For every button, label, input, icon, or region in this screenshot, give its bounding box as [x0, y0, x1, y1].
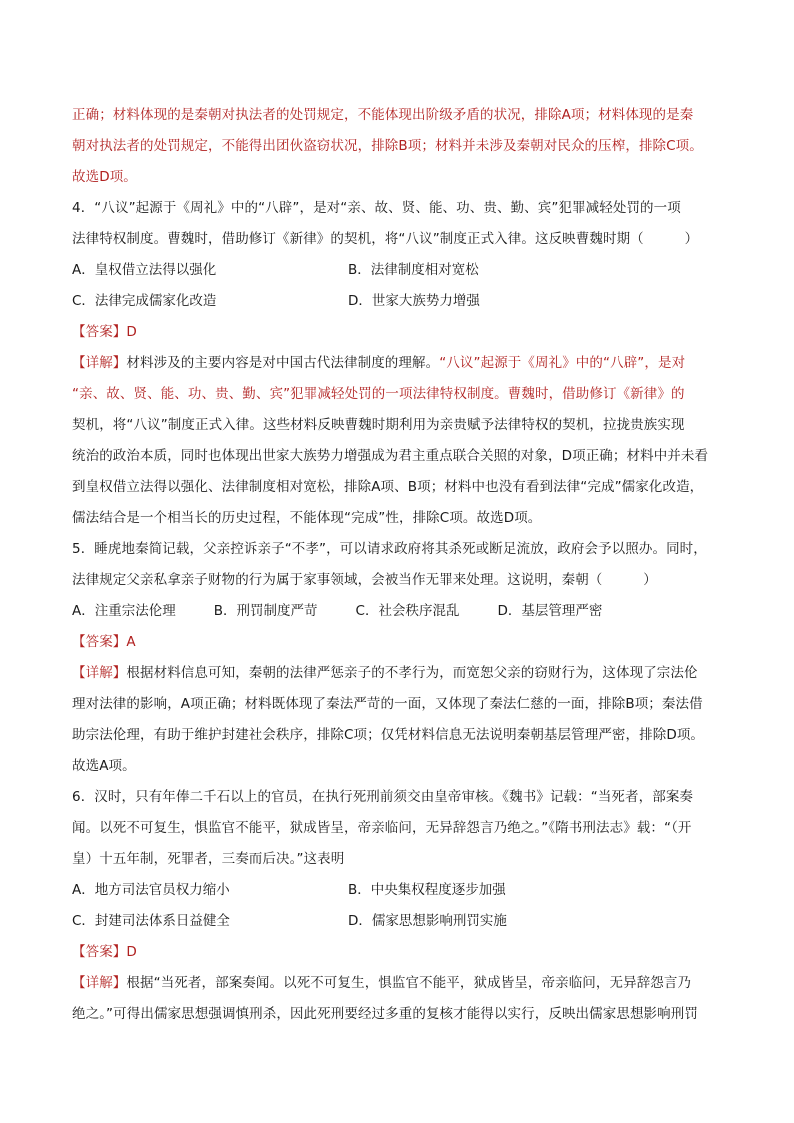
q6-stem-line: 皇）十五年制，死罪者，三奏而后决。”这表明 — [72, 851, 345, 867]
detail-text: 根据材料信息可知，秦朝的法律严惩亲子的不孝行为，而宽恕父亲的窃财行为，这体现了宗法伦 — [126, 665, 698, 681]
answer-label: 【答案】 — [72, 944, 127, 960]
q5-stem-line: 5．睡虎地秦简记载，父亲控诉亲子“不孝”，可以请求政府将其杀死或断足流放，政府会予以照办。同时， — [72, 541, 707, 557]
q5-option-a: A．注重宗法伦理 — [72, 603, 176, 619]
q4-option-b: B．法律制度相对宽松 — [348, 262, 479, 278]
detail-label: 【详解】 — [72, 355, 127, 371]
q6-detail-line: 绝之。”可得出儒家思想强调慎刑杀，因此死刑要经过多重的复核才能得以实行，反映出儒家思想影响刑罚 — [72, 1006, 698, 1022]
q5-stem-line: 法律规定父亲私拿亲子财物的行为属于家事领域，会被当作无罪来处理。这说明，秦朝（ ） — [72, 572, 657, 588]
q4-option-d: D．世家大族势力增强 — [348, 293, 480, 309]
q5-detail-line — [72, 658, 724, 689]
page-content — [72, 100, 724, 1030]
q4-option-c: C．法律完成儒家化改造 — [72, 293, 217, 309]
q6-options-row — [72, 875, 724, 906]
answer-value: D — [126, 324, 137, 340]
q4-detail-line: 儒法结合是一个相当长的历史过程，不能体现“完成”性，排除C项。故选D项。 — [72, 510, 542, 526]
q5-option-b: B．刑罚制度严苛 — [213, 603, 318, 619]
answer-label: 【答案】 — [72, 324, 127, 340]
q5-detail-line: 故选A项。 — [72, 758, 136, 774]
answer-label: 【答案】 — [72, 634, 127, 650]
q4-answer — [72, 317, 724, 348]
q3-analysis-line: 故选D项。 — [72, 169, 137, 185]
q4-stem-line: 法律特权制度。曹魏时，借助修订《新律》的契机，将“八议”制度正式入律。这反映曹魏时期（ ） — [72, 231, 699, 247]
detail-quote: “八议”起源于《周礼》中的“八辟”，是对 — [439, 355, 686, 371]
q3-analysis-line: 朝对执法者的处罚规定，不能得出团伙盗窃状况，排除B项；材料并未涉及秦朝对民众的压榨，排除C项。 — [72, 138, 703, 154]
q5-detail-line: 助宗法伦理，有助于维护封建社会秩序，排除C项；仅凭材料信息无法说明秦朝基层管理严密，排除D项。 — [72, 727, 705, 743]
q6-option-c: C．封建司法体系日益健全 — [72, 913, 230, 929]
q4-detail-line — [72, 348, 724, 379]
q5-detail-line: 理对法律的影响，A项正确；材料既体现了秦法严苛的一面，又体现了秦法仁慈的一面，排除B项；秦法借 — [72, 696, 703, 712]
q5-options-row — [72, 596, 724, 627]
detail-label: 【详解】 — [72, 665, 127, 681]
q6-option-b: B．中央集权程度逐步加强 — [348, 882, 506, 898]
q6-stem-line: 6．汉时，只有年俸二千石以上的官员，在执行死刑前须交由皇帝审核。《魏书》记载：“当死者，部案奏 — [72, 789, 694, 805]
q4-options-row — [72, 255, 724, 286]
detail-text: 根据“当死者，部案奏闻。以死不可复生，惧监官不能平，狱成皆呈，帝亲临问，无异辞怨言乃 — [126, 975, 692, 991]
answer-value: D — [126, 944, 137, 960]
q6-detail-line — [72, 968, 724, 999]
q4-detail-line: 统治的政治本质，同时也体现出世家大族势力增强成为君主重点联合关照的对象，D项正确；材料中并未看 — [72, 448, 709, 464]
q4-options-row — [72, 286, 724, 317]
q4-detail-line: 到皇权借立法得以强化、法律制度相对宽松，排除A项、B项；材料中也没有看到法律“完成”儒家化改造， — [72, 479, 704, 495]
q5-answer — [72, 627, 724, 658]
q4-detail-line: 契机，将“八议”制度正式入律。这些材料反映曹魏时期利用为亲贵赋予法律特权的契机，拉拢贵族实现 — [72, 417, 685, 433]
answer-value: A — [126, 634, 136, 650]
q4-detail-line: “亲、故、贤、能、功、贵、勤、宾”犯罪减轻处罚的一项法律特权制度。曹魏时，借助修订《新律》的 — [72, 386, 685, 402]
detail-label: 【详解】 — [72, 975, 127, 991]
q4-stem-line: 4．“八议”起源于《周礼》中的“八辟”，是对“亲、故、贤、能、功、贵、勤、宾”犯罪减轻处罚的一项 — [72, 200, 681, 216]
q6-option-d: D．儒家思想影响刑罚实施 — [348, 913, 507, 929]
q3-analysis-line: 正确；材料体现的是秦朝对执法者的处罚规定，不能体现出阶级矛盾的状况，排除A项；材料体现的是秦 — [72, 107, 694, 123]
q6-stem-line: 闻。以死不可复生，惧监官不能平，狱成皆呈，帝亲临问，无异辞怨言乃绝之。”《隋书刑法志》载：“（开 — [72, 820, 692, 836]
q5-option-d: D．基层管理严密 — [497, 603, 603, 619]
detail-text: 材料涉及的主要内容是对中国古代法律制度的理解。 — [126, 355, 440, 371]
q6-options-row — [72, 906, 724, 937]
q4-option-a: A．皇权借立法得以强化 — [72, 262, 217, 278]
q5-option-c: C．社会秩序混乱 — [355, 603, 460, 619]
q6-option-a: A．地方司法官员权力缩小 — [72, 882, 230, 898]
q6-answer — [72, 937, 724, 968]
